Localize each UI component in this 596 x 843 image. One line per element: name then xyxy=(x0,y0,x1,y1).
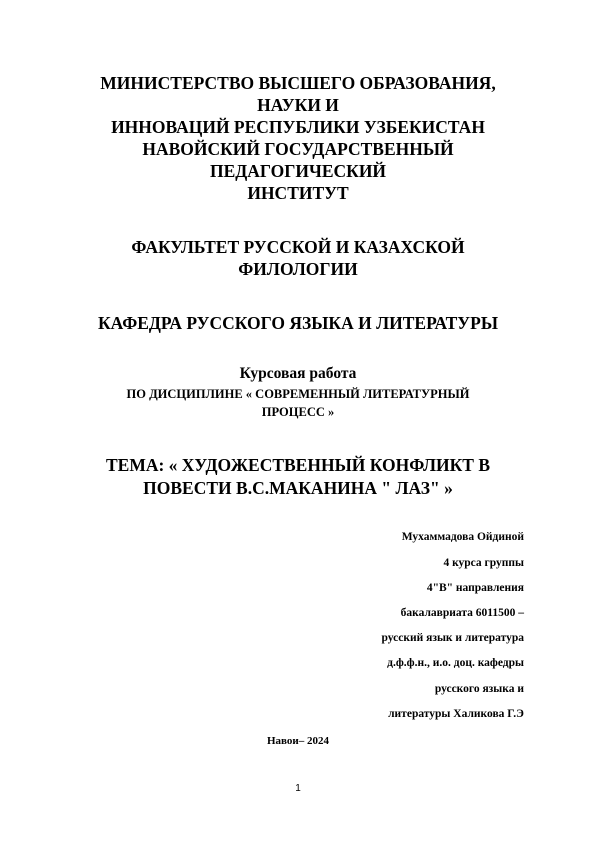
institute-line-3: ИНСТИТУТ xyxy=(247,183,349,203)
faculty-line-2: ФИЛОЛОГИИ xyxy=(238,259,358,279)
ministry-line-1: МИНИСТЕРСТВО ВЫСШЕГО ОБРАЗОВАНИЯ, xyxy=(100,73,496,93)
ministry-line-3: ИННОВАЦИЙ РЕСПУБЛИКИ УЗБЕКИСТАН xyxy=(111,117,485,137)
city-year: Навои– 2024 xyxy=(266,735,329,747)
discipline-line-1: ПО ДИСЦИПЛИНЕ « СОВРЕМЕННЫЙ ЛИТЕРАТУРНЫЙ xyxy=(126,387,470,401)
author-course: 4 курса группы xyxy=(443,557,524,569)
institute-line-1: НАВОЙСКИЙ ГОСУДАРСТВЕННЫЙ xyxy=(142,139,454,159)
supervisor-name: литературы Халикова Г.Э xyxy=(388,708,524,720)
supervisor-title: д.ф.ф.н., и.о. доц. кафедры xyxy=(387,657,524,669)
author-direction: 4"В" направления xyxy=(426,582,524,594)
topic-line-2: ПОВЕСТИ В.С.МАКАНИНА " ЛАЗ" » xyxy=(143,478,453,498)
faculty-line-1: ФАКУЛЬТЕТ РУССКОЙ И КАЗАХСКОЙ xyxy=(131,237,465,257)
work-type: Курсовая работа xyxy=(239,365,357,382)
author-name: Мухаммадова Ойдиной xyxy=(401,531,524,543)
topic-line-1: ТЕМА: « ХУДОЖЕСТВЕННЫЙ КОНФЛИКТ В xyxy=(105,455,491,475)
author-specialty: русский язык и литература xyxy=(381,632,524,644)
ministry-line-2: НАУКИ И xyxy=(257,95,339,115)
supervisor-department-1: русского языка и xyxy=(434,683,524,695)
author-bachelor: бакалавриата 6011500 – xyxy=(400,607,524,619)
page-number: 1 xyxy=(295,783,301,794)
department-title: КАФЕДРА РУССКОГО ЯЗЫКА И ЛИТЕРАТУРЫ xyxy=(97,313,499,333)
discipline-line-2: ПРОЦЕСС » xyxy=(261,405,335,419)
institute-line-2: ПЕДАГОГИЧЕСКИЙ xyxy=(209,161,387,181)
